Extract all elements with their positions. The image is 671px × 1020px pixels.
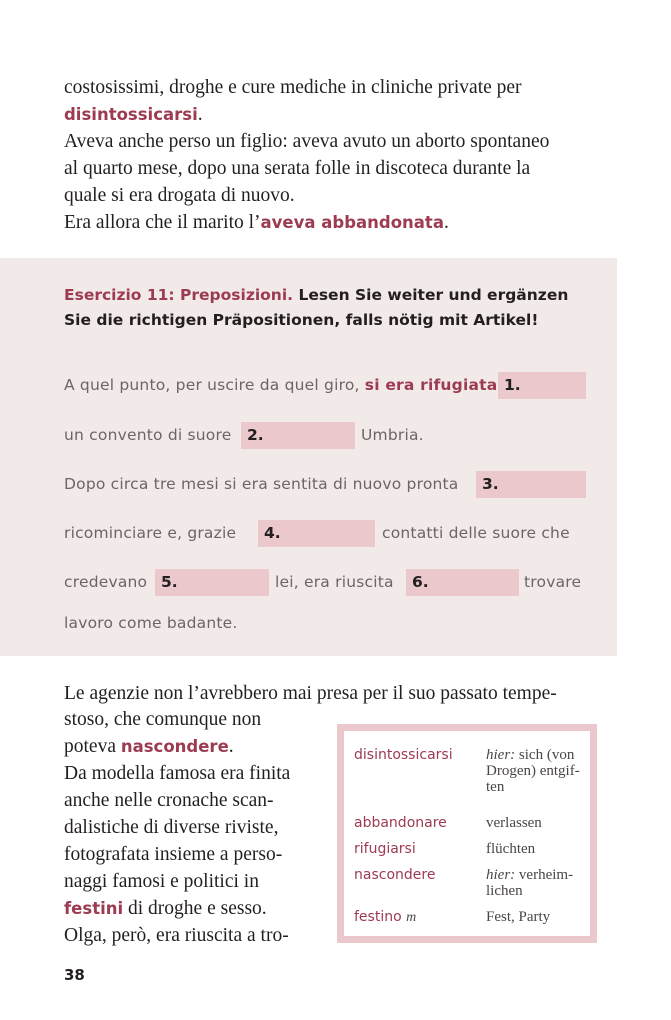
glossary-definition: Fest, Party — [486, 909, 551, 925]
blank-5-input[interactable]: 5. — [155, 569, 269, 596]
glossary-entry — [354, 909, 594, 927]
exercise-text: trovare — [524, 573, 582, 591]
text-line: Era allora che il marito l’aveva abbandonata. — [64, 212, 449, 233]
exercise-text: lavoro come badante. — [64, 614, 238, 632]
exercise-text: lei, era riuscita — [275, 573, 394, 591]
blank-3-input[interactable]: 3. — [476, 471, 586, 498]
glossary-definition: verlassen — [486, 815, 542, 831]
highlight-word: nascondere — [120, 737, 229, 756]
blank-6-input[interactable]: 6. — [406, 569, 519, 596]
text-line: Le agenzie non l’avrebbero mai presa per il suo passato tempe- — [64, 683, 557, 704]
exercise-text: A quel punto, per uscire da quel giro, si era rifugiata — [64, 376, 498, 394]
highlight-word: aveva abbandonata — [260, 213, 444, 232]
glossary-term: nascondere — [354, 867, 436, 883]
text-line: festini di droghe e sesso. — [64, 898, 267, 919]
glossary-term: disintossicarsi — [354, 747, 453, 763]
blank-2-input[interactable]: 2. — [241, 422, 355, 449]
gender-marker: m — [406, 910, 417, 925]
highlight-word: disintossicarsi — [64, 105, 198, 124]
page-number: 38 — [64, 966, 85, 984]
glossary-term: rifugiarsi — [354, 841, 416, 857]
text-line: Da modella famosa era finita — [64, 763, 291, 784]
highlight-word: si era rifugiata — [364, 376, 498, 394]
glossary-definition: hier: verheim-lichen — [486, 867, 574, 899]
highlight-word: festini — [64, 899, 124, 918]
glossary-box — [337, 724, 597, 943]
exercise-instruction: Esercizio 11: Preposizioni. Lesen Sie weiter und ergänzen Sie die richtigen Präpositionen, falls nötig mit Artikel! — [64, 286, 569, 329]
exercise-text: Dopo circa tre mesi si era sentita di nuovo pronta — [64, 475, 459, 493]
exercise-text: ricominciare e, grazie — [64, 524, 237, 542]
exercise-text: contatti delle suore che — [382, 524, 570, 542]
glossary-term: festino m — [354, 909, 417, 925]
text-line: costosissimi, droghe e cure mediche in cliniche private per — [64, 77, 522, 98]
text-line: stoso, che comunque non — [64, 709, 262, 730]
glossary-entry — [354, 815, 594, 833]
glossary-entry — [354, 841, 594, 859]
glossary-entry — [354, 747, 594, 801]
glossary-entry — [354, 867, 594, 903]
text-line: quale si era drogata di nuovo. — [64, 185, 295, 206]
text-line: Olga, però, era riuscita a tro- — [64, 925, 289, 946]
blank-4-input[interactable]: 4. — [258, 520, 375, 547]
exercise-text: un convento di suore — [64, 426, 232, 444]
text-line: dalistiche di diverse riviste, — [64, 817, 279, 838]
exercise-text: credevano — [64, 573, 148, 591]
glossary-term: abbandonare — [354, 815, 447, 831]
text-line: fotografata insieme a perso- — [64, 844, 283, 865]
glossary-definition: hier: sich (von Drogen) entgif-ten — [486, 747, 580, 795]
exercise-text: Umbria. — [361, 426, 424, 444]
top-paragraph — [64, 74, 599, 236]
text-line: anche nelle cronache scan- — [64, 790, 274, 811]
text-line: disintossicarsi. — [64, 104, 203, 125]
glossary-definition: flüchten — [486, 841, 536, 857]
blank-1-input[interactable]: 1. — [498, 372, 586, 399]
exercise-title: Esercizio 11: Preposizioni. — [64, 286, 294, 304]
text-line: poteva nascondere. — [64, 736, 234, 757]
text-line: naggi famosi e politici in — [64, 871, 259, 892]
bottom-paragraph — [64, 706, 307, 949]
text-line: Aveva anche perso un figlio: aveva avuto un aborto spontaneo — [64, 131, 550, 152]
text-line: al quarto mese, dopo una serata folle in discoteca durante la — [64, 158, 531, 179]
